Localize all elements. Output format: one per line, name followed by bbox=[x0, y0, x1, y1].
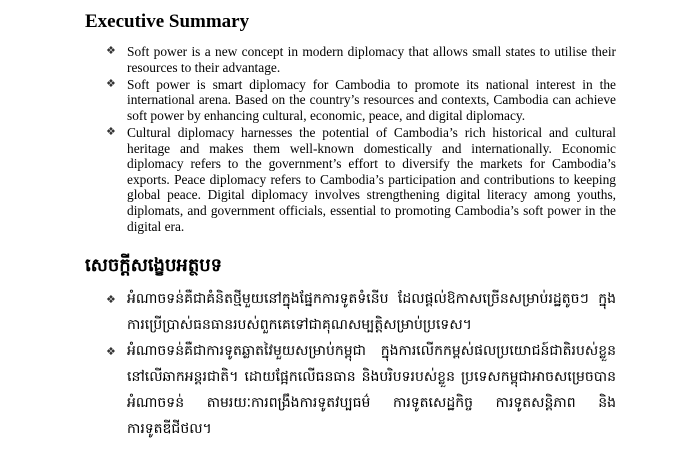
list-item: ❖ អំណាចទន់គឺជាគំនិតថ្មីមួយនៅក្នុងផ្នែកការទូតទំនើប ដែលផ្ដល់ឱកាសច្រើនសម្រាប់រដ្ឋតូចៗ ក្នុងការប្រើប្រាស់ធនធានរបស់ពួកគេទៅជាគុណសម្បត្តិសម្រាប់ប្រទេស។ bbox=[106, 286, 616, 338]
diamond-bullet-icon: ❖ bbox=[106, 345, 116, 358]
diamond-bullet-icon: ❖ bbox=[106, 125, 116, 138]
khmer-bullet-list bbox=[106, 286, 616, 442]
english-heading: Executive Summary bbox=[85, 11, 250, 32]
list-item: ❖ Soft power is smart diplomacy for Cambodia to promote its national interest in the international arena. Based on the country’s resources and contexts, Cambodia can achieve soft power by enhancing cultural, economic, peace, and digital diplomacy. bbox=[106, 76, 616, 123]
list-item: ❖ អំណាចទន់គឺជាការទូតឆ្លាតវៃមួយសម្រាប់កម្ពុជា ក្នុងការលើកកម្ពស់ផលប្រយោជន៍ជាតិរបស់ខ្លួននៅលើឆាកអន្តរជាតិ។ ដោយផ្អែកលើធនធាន និងបរិបទរបស់ខ្លួន ប្រទេសកម្ពុជាអាចសម្រេចបានអំណាចទន់ តាមរយៈការពង្រឹងការទូតវប្បធម៌ ការទូតសេដ្ឋកិច្ច ការទូតសន្តិភាព និងការទូតឌីជីថល។ bbox=[106, 338, 616, 442]
diamond-bullet-icon: ❖ bbox=[106, 45, 116, 57]
list-item: ❖ Soft power is a new concept in modern diplomacy that allows small states to utilise their resources to their advantage. bbox=[106, 44, 616, 75]
list-item: ❖ Cultural diplomacy harnesses the potential of Cambodia’s rich historical and cultural heritage and makes them well-known domestically and internationally. Economic diplomacy refers to the government’s effort to diversify the markets for Cambodia’s exports. Peace diplomacy refers to Cambodia’s participation and contributions to keeping global peace. Digital diplomacy involves strengthening digital literacy among youths, diplomats, and government officials, essential to promoting Cambodia’s soft power in the digital era. bbox=[106, 124, 616, 234]
khmer-heading: សេចក្ដីសង្ខេបអត្ថបទ bbox=[85, 255, 223, 276]
diamond-bullet-icon: ❖ bbox=[106, 77, 116, 90]
english-bullet-list bbox=[106, 44, 616, 236]
diamond-bullet-icon: ❖ bbox=[106, 293, 116, 306]
